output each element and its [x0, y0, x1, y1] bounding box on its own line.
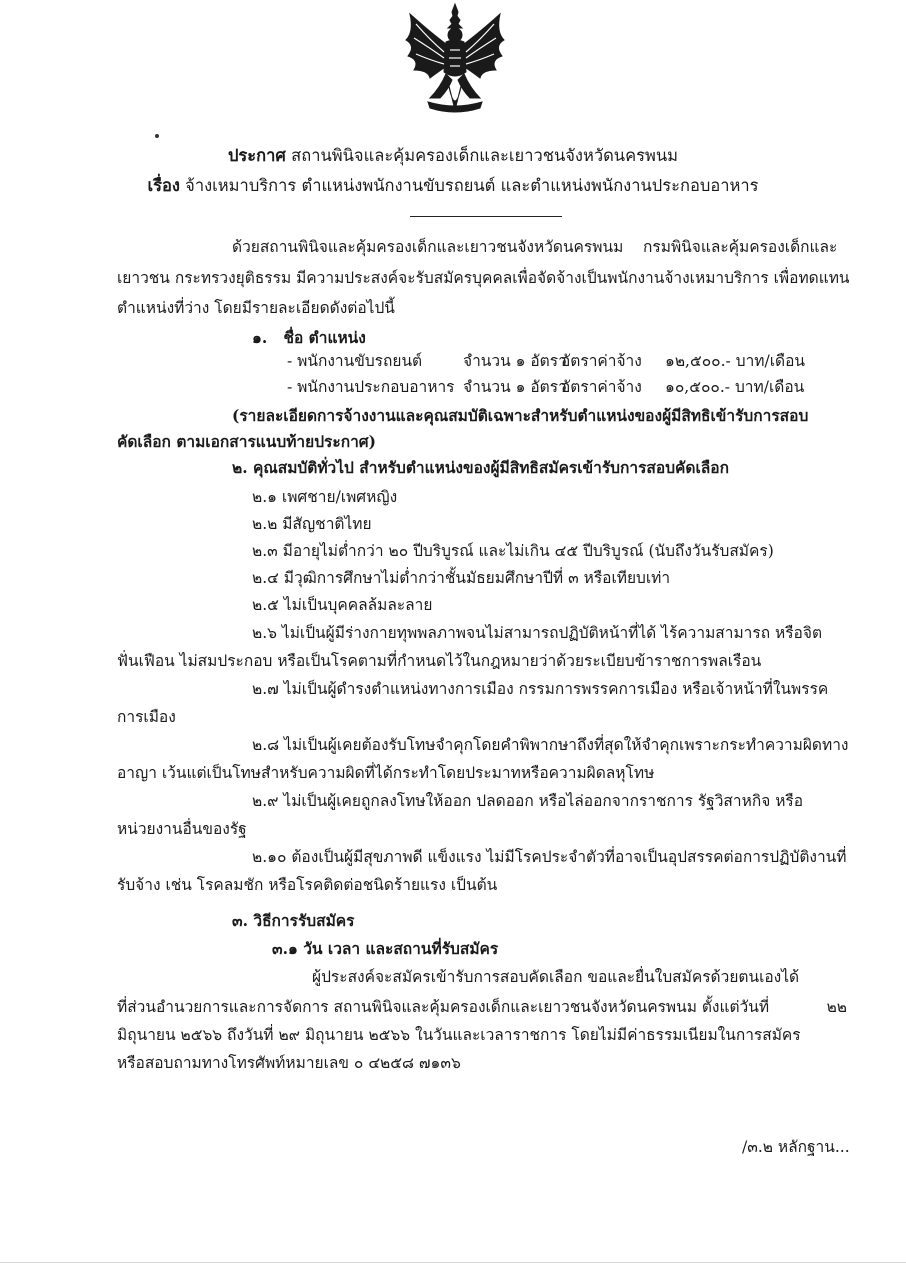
section-1-title: ชื่อ ตำแหน่ง: [283, 328, 366, 347]
subject-label: เรื่อง: [147, 176, 180, 195]
section-3-para-line-2-a: ที่ส่วนอำนวยการและการจัดการ สถานพินิจและคุ้มครองเด็กและเยาวชนจังหวัดนครพนม ตั้งแต่วันที่: [117, 998, 770, 1016]
section-3-para-line-4: หรือสอบถามทางโทรศัพท์หมายเลข ๐ ๔๒๕๘ ๗๑๓๖: [117, 1054, 461, 1072]
position-count: จำนวน ๑ อัตรา: [463, 378, 567, 396]
section-3-sub-heading: ๓.๑ วัน เวลา และสถานที่รับสมัคร: [272, 939, 499, 958]
section-2-item-6-line-1: ๒.๖ ไม่เป็นผู้มีร่างกายทุพพลภาพจนไม่สามารถปฏิบัติหน้าที่ได้ ไร้ความสามารถ หรือจิต: [252, 624, 823, 642]
continued-footer: /๓.๒ หลักฐาน...: [742, 1138, 850, 1156]
intro-line-1-a: ด้วยสถานพินิจและคุ้มครองเด็กและเยาวชนจังหวัดนครพนม: [232, 238, 624, 256]
section-3-para-line-2-b: ๒๒: [826, 998, 847, 1016]
scan-edge-line: [0, 1262, 906, 1263]
section-3-heading: ๓. วิธีการรับสมัคร: [232, 911, 355, 930]
position-count: จำนวน ๑ อัตรา: [463, 352, 567, 370]
section-2-item-10-line-2: รับจ้าง เช่น โรคลมชัก หรือโรคติดต่อชนิดร้ายแรง เป็นต้น: [117, 876, 498, 894]
subject-text: จ้างเหมาบริการ ตำแหน่งพนักงานขับรถยนต์ และตำแหน่งพนักงานประกอบอาหาร: [185, 176, 759, 195]
intro-line-1: [232, 236, 837, 258]
section-1-heading: [252, 327, 366, 349]
announcement-subject: [0, 174, 906, 198]
section-2-item-10-line-1: ๒.๑๐ ต้องเป็นผู้มีสุขภาพดี แข็งแรง ไม่มีโรคประจำตัวที่อาจเป็นอุปสรรคต่อการปฏิบัติงานที่: [252, 848, 847, 866]
position-rate: ๑๒,๕๐๐.- บาท/เดือน: [665, 352, 805, 370]
section-1-note-line-1: (รายละเอียดการจ้างงานและคุณสมบัติเฉพาะสำหรับตำแหน่งของผู้มีสิทธิเข้ารับการสอบ: [232, 406, 809, 425]
section-2-item-7-line-2: การเมือง: [117, 708, 176, 726]
section-3-para-line-3: มิถุนายน ๒๕๖๖ ถึงวันที่ ๒๙ มิถุนายน ๒๕๖๖ ในวันและเวลาราชการ โดยไม่มีค่าธรรมเนียมในการสมัคร: [117, 1026, 801, 1044]
section-2-item-9-line-1: ๒.๙ ไม่เป็นผู้เคยถูกลงโทษให้ออก ปลดออก หรือไล่ออกจากราชการ รัฐวิสาหกิจ หรือ: [252, 792, 804, 810]
garuda-emblem: [400, 2, 510, 122]
section-2-item-8-line-2: อาญา เว้นแต่เป็นโทษสำหรับความผิดที่ได้กระทำโดยประมาทหรือความผิดลหุโทษ: [117, 764, 655, 782]
section-2-item-7-line-1: ๒.๗ ไม่เป็นผู้ดำรงตำแหน่งทางการเมือง กรรมการพรรคการเมือง หรือเจ้าหน้าที่ในพรรค: [252, 680, 829, 698]
section-2-item-8-line-1: ๒.๘ ไม่เป็นผู้เคยต้องรับโทษจำคุกโดยคำพิพากษาถึงที่สุดให้จำคุกเพราะกระทำความผิดทาง: [252, 736, 849, 754]
speck-mark: [155, 134, 159, 138]
position-name: - พนักงานประกอบอาหาร: [287, 378, 455, 396]
position-name: - พนักงานขับรถยนต์: [287, 352, 423, 370]
intro-line-2: เยาวชน กระทรวงยุติธรรม มีความประสงค์จะรับสมัครบุคคลเพื่อจัดจ้างเป็นพนักงานจ้างเหมาบริการ เพื่อทดแทน: [117, 269, 850, 287]
intro-line-3: ตำแหน่งที่ว่าง โดยมีรายละเอียดดังต่อไปนี้: [117, 299, 395, 317]
position-rate-label: อัตราค่าจ้าง: [561, 352, 642, 370]
section-2-item-1: ๒.๑ เพศชาย/เพศหญิง: [252, 488, 398, 506]
intro-line-1-b: กรมพินิจและคุ้มครองเด็กและ: [643, 238, 838, 256]
announce-org: สถานพินิจและคุ้มครองเด็กและเยาวชนจังหวัดนครพนม: [291, 146, 679, 165]
announce-label: ประกาศ: [227, 146, 286, 165]
position-rate: ๑๐,๕๐๐.- บาท/เดือน: [665, 378, 805, 396]
section-2-item-6-line-2: ฟั่นเฟือน ไม่สมประกอบ หรือเป็นโรคตามที่กำหนดไว้ในกฎหมายว่าด้วยระเบียบข้าราชการพลเรือน: [117, 652, 762, 670]
section-2-item-9-line-2: หน่วยงานอื่นของรัฐ: [117, 820, 247, 838]
section-3-para-line-1: ผู้ประสงค์จะสมัครเข้ารับการสอบคัดเลือก ขอและยื่นใบสมัครด้วยตนเองได้: [312, 968, 800, 986]
section-2-item-2: ๒.๒ มีสัญชาติไทย: [252, 515, 372, 533]
section-2-item-3: ๒.๓ มีอายุไม่ต่ำกว่า ๒๐ ปีบริบูรณ์ และไม่เกิน ๔๕ ปีบริบูรณ์ (นับถึงวันรับสมัคร): [252, 542, 774, 560]
position-row: [287, 350, 805, 372]
position-row: [287, 376, 804, 398]
announcement-title: [0, 144, 906, 168]
section-1-number: ๑.: [252, 328, 268, 347]
section-2-heading: ๒. คุณสมบัติทั่วไป สำหรับตำแหน่งของผู้มีสิทธิสมัครเข้ารับการสอบคัดเลือก: [232, 458, 729, 477]
title-divider: [410, 216, 562, 217]
position-rate-label: อัตราค่าจ้าง: [561, 378, 642, 396]
section-3-para-line-2: [117, 996, 847, 1018]
section-2-item-4: ๒.๔ มีวุฒิการศึกษาไม่ต่ำกว่าชั้นมัธยมศึกษาปีที่ ๓ หรือเทียบเท่า: [252, 569, 671, 587]
section-2-item-5: ๒.๕ ไม่เป็นบุคคลล้มละลาย: [252, 596, 433, 614]
section-1-note-line-2: คัดเลือก ตามเอกสารแนบท้ายประกาศ): [117, 432, 376, 451]
